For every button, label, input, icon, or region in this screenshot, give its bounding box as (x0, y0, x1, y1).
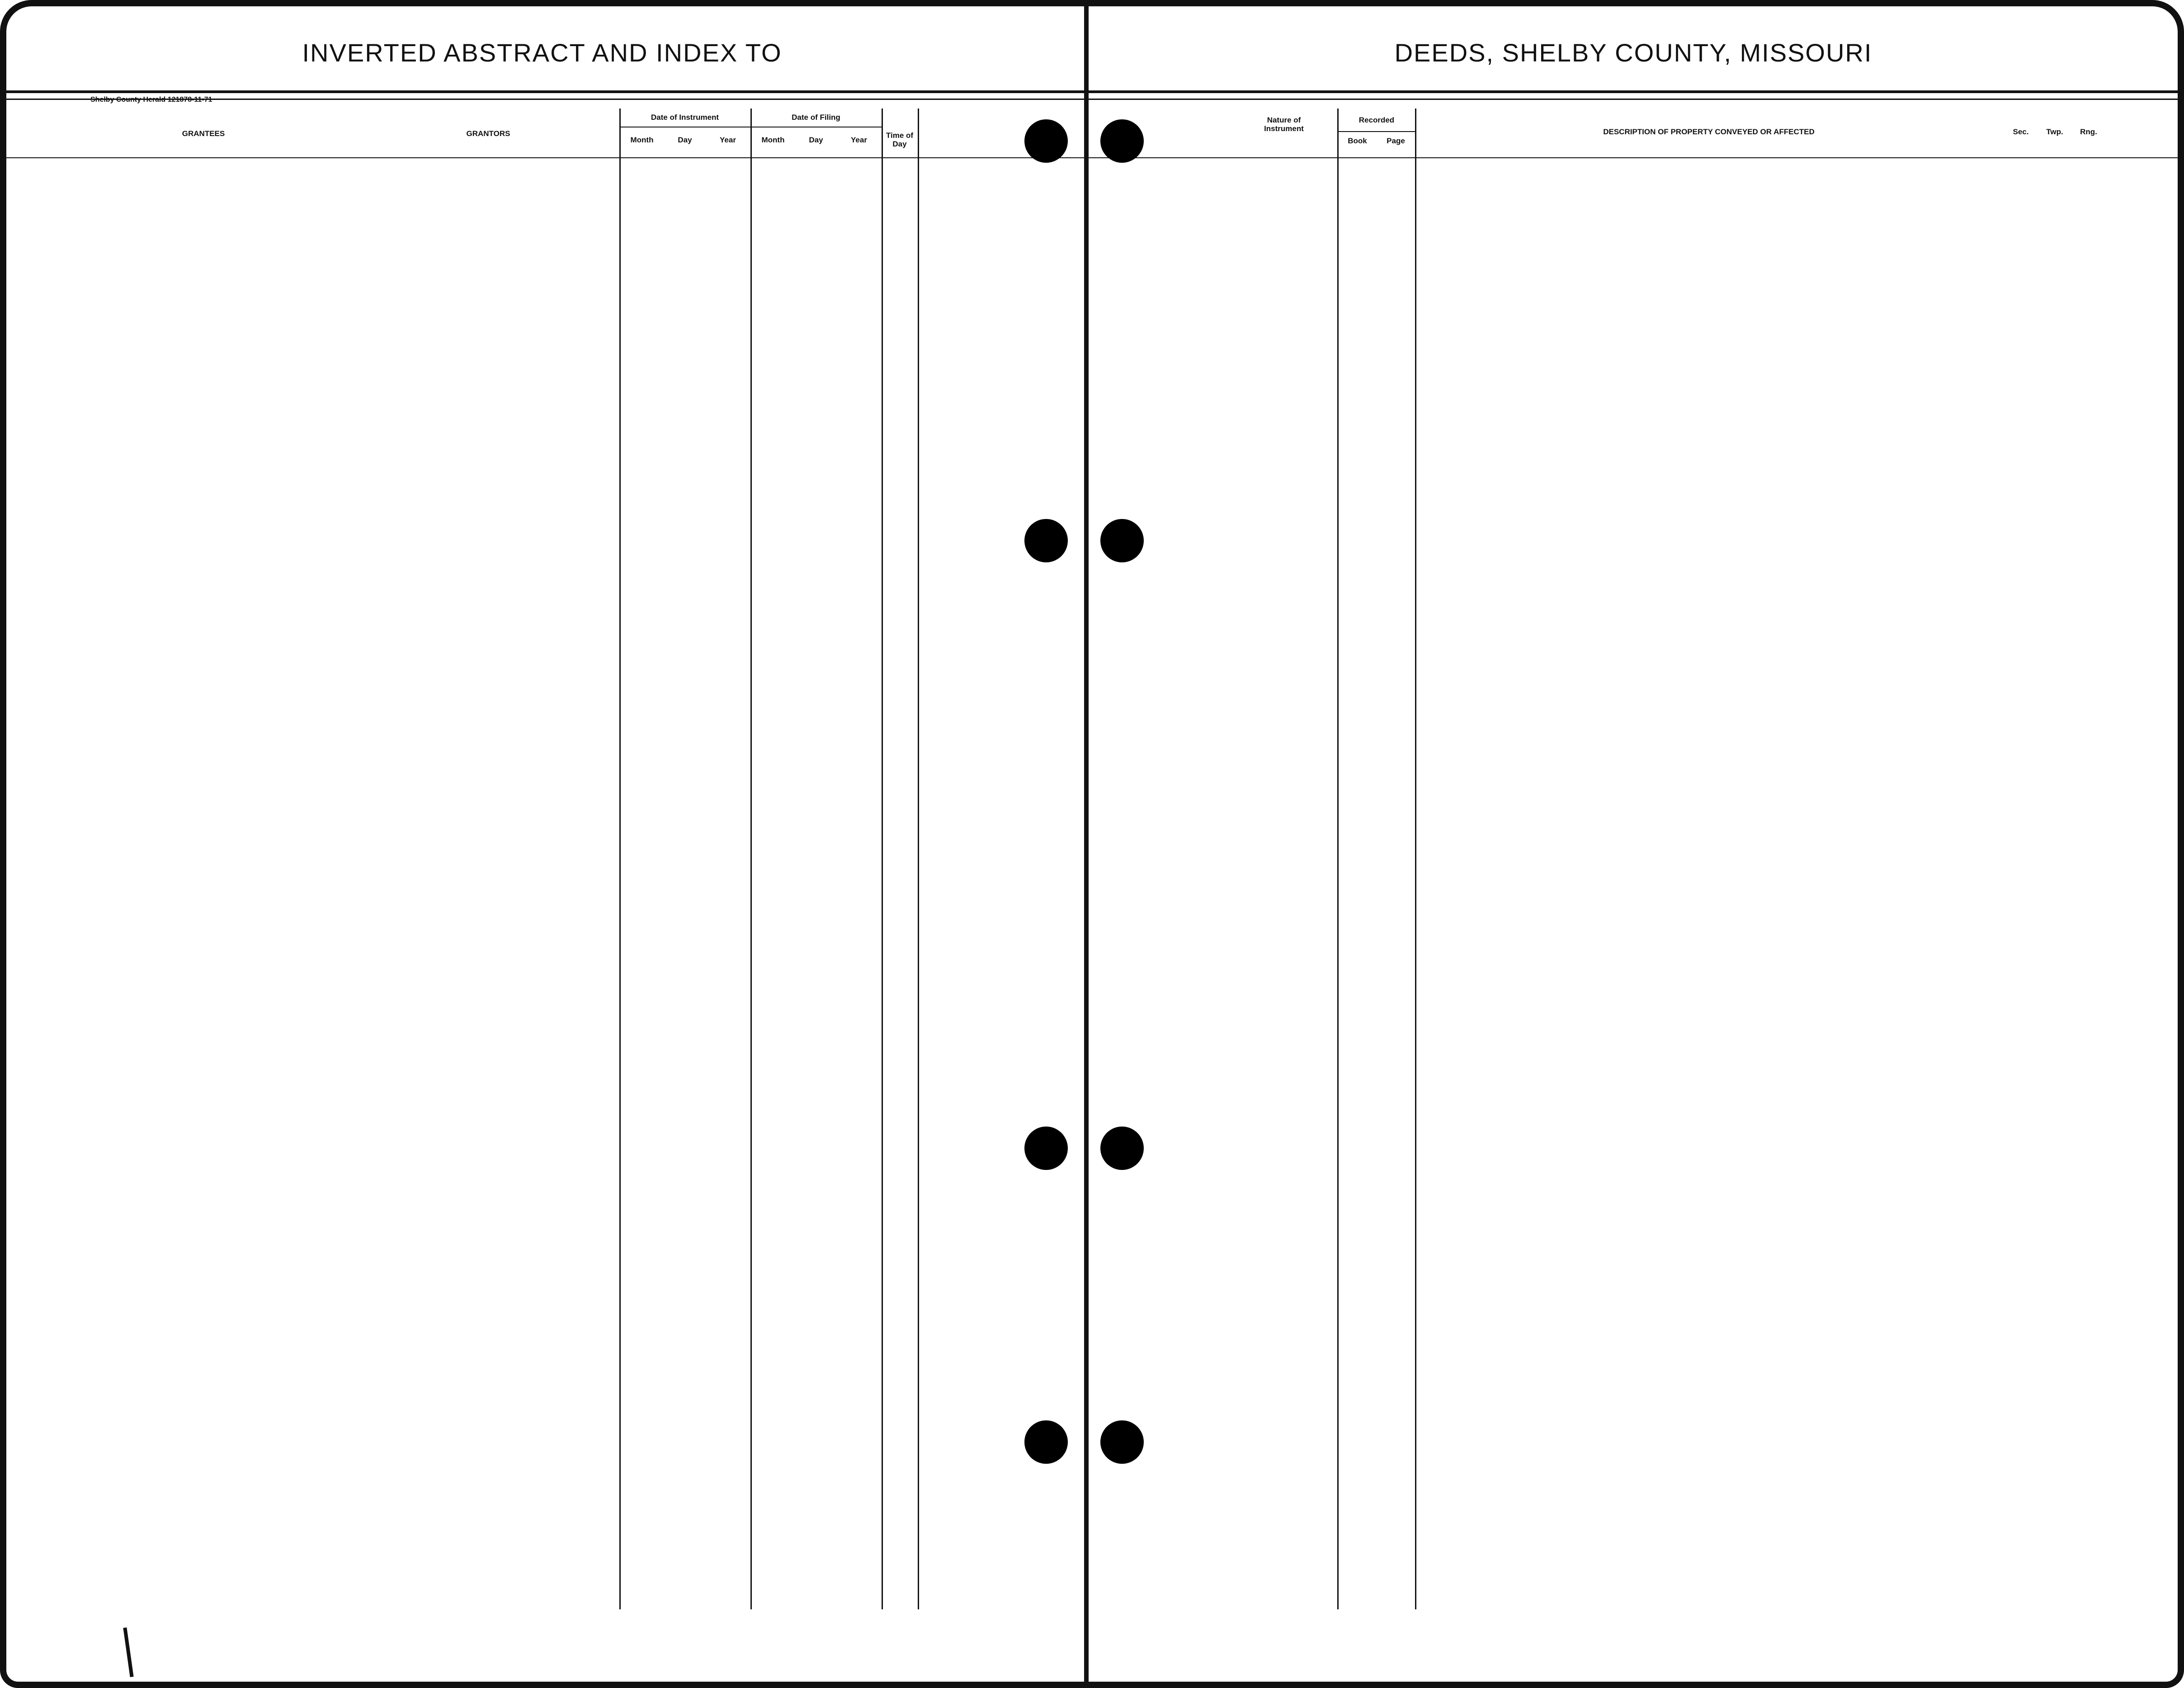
ledger-row-right (0, 1438, 2170, 1460)
ledger-row-right (0, 194, 2170, 217)
ledger-row-right (0, 1166, 2170, 1189)
ledger-row-right (0, 646, 2170, 669)
binder-hole (1024, 119, 1068, 163)
page-header: Page (1387, 137, 1405, 145)
ledger-row-right (0, 1076, 2170, 1099)
instrument-day-header: Day (678, 136, 692, 144)
ledger-row-right (0, 398, 2170, 420)
ledger-row-right (0, 285, 2170, 307)
ledger-row-right (0, 1144, 2170, 1166)
left-page-title: INVERTED ABSTRACT AND INDEX TO (302, 38, 782, 67)
description-header: DESCRIPTION OF PROPERTY CONVEYED OR AFFECTED (1603, 127, 1815, 136)
ledger-row-right (0, 1460, 2170, 1483)
ledger-row-right (0, 1008, 2170, 1031)
right-colhead-underline (1089, 157, 2178, 158)
book-header: Book (1348, 137, 1367, 145)
ledger-row-right (0, 466, 2170, 488)
filing-month-header: Month (761, 136, 785, 144)
ledger-row-right (0, 985, 2170, 1008)
filing-day-header: Day (809, 136, 823, 144)
ledger-row-right (0, 1189, 2170, 1212)
ledger-row-right (0, 737, 2170, 759)
ledger-row-right (0, 172, 2170, 194)
ledger-row-right (0, 692, 2170, 714)
ledger-row-right (0, 669, 2170, 692)
instrument-year-header: Year (720, 136, 736, 144)
ledger-row-right (0, 353, 2170, 375)
ledger-row-right (0, 1031, 2170, 1053)
grantors-header: GRANTORS (466, 129, 510, 138)
ledger-row-right (0, 963, 2170, 985)
right-page-title: DEEDS, SHELBY COUNTY, MISSOURI (1394, 38, 1873, 67)
ledger-row-right (0, 918, 2170, 940)
grantees-header: GRANTEES (182, 129, 225, 138)
right-recorded-subrule (1338, 131, 1415, 132)
ledger-row-right (0, 375, 2170, 398)
ledger-row-right (0, 872, 2170, 895)
ledger-row-right (0, 850, 2170, 872)
ledger-row-right (0, 240, 2170, 262)
ledger-row-right (0, 307, 2170, 330)
binder-hole (1100, 119, 1144, 163)
ledger-row-right (0, 1212, 2170, 1234)
township-header: Twp. (2046, 127, 2063, 136)
ledger-row-right (0, 1325, 2170, 1347)
ledger-row-right (0, 330, 2170, 353)
ledger-row-right (0, 782, 2170, 805)
ledger-row-right (0, 601, 2170, 624)
date-instrument-header: Date of Instrument (651, 113, 719, 122)
ledger-row-right (0, 1483, 2170, 1505)
range-header: Rng. (2080, 127, 2097, 136)
ledger-row-right (0, 1392, 2170, 1415)
ledger-row-right (0, 1415, 2170, 1438)
ledger-row-right (0, 1257, 2170, 1279)
ledger-row-right (0, 624, 2170, 646)
ledger-row-right (0, 420, 2170, 443)
ledger-row-right (0, 940, 2170, 963)
ledger-row-right (0, 1121, 2170, 1144)
publisher-line: Shelby County Herald 121878-11-71 (90, 96, 212, 104)
instrument-month-header: Month (630, 136, 654, 144)
ledger-row-right (0, 443, 2170, 466)
ledger-row-right (0, 714, 2170, 737)
ledger-row-right (0, 1505, 2170, 1528)
ledger-row-right (0, 579, 2170, 601)
ledger-row-right (0, 1234, 2170, 1257)
ledger-row-right (0, 488, 2170, 511)
ledger-row-right (0, 1370, 2170, 1392)
ledger-row-right (0, 1099, 2170, 1121)
left-header-rule (6, 90, 1084, 93)
nature-of-instrument-header: Nature of Instrument (1264, 116, 1304, 133)
ledger-row-right (0, 1347, 2170, 1370)
ledger-row-right (0, 511, 2170, 533)
ledger-row-right (0, 533, 2170, 556)
date-filing-header: Date of Filing (792, 113, 840, 122)
section-header: Sec. (2013, 127, 2029, 136)
filing-year-header: Year (851, 136, 867, 144)
ledger-row-right (0, 217, 2170, 240)
left-colhead-underline (6, 157, 1084, 158)
right-header-rule (1089, 90, 2178, 93)
ledger-row-right (0, 556, 2170, 579)
ledger-row-right (0, 1279, 2170, 1302)
right-header-thin-rule (1089, 99, 2178, 100)
ledger-row-right (0, 805, 2170, 827)
ledger-row-right (0, 1551, 2170, 1573)
ledger-row-right (0, 1053, 2170, 1076)
ledger-row-right (0, 1528, 2170, 1551)
recorded-header: Recorded (1359, 116, 1395, 124)
ledger-row-right (0, 262, 2170, 285)
ledger-row-right (0, 759, 2170, 782)
ledger-row-right (0, 895, 2170, 918)
ledger-row-right (0, 1302, 2170, 1325)
time-of-day-header: Time of Day (886, 131, 914, 148)
ledger-row-right (0, 827, 2170, 850)
